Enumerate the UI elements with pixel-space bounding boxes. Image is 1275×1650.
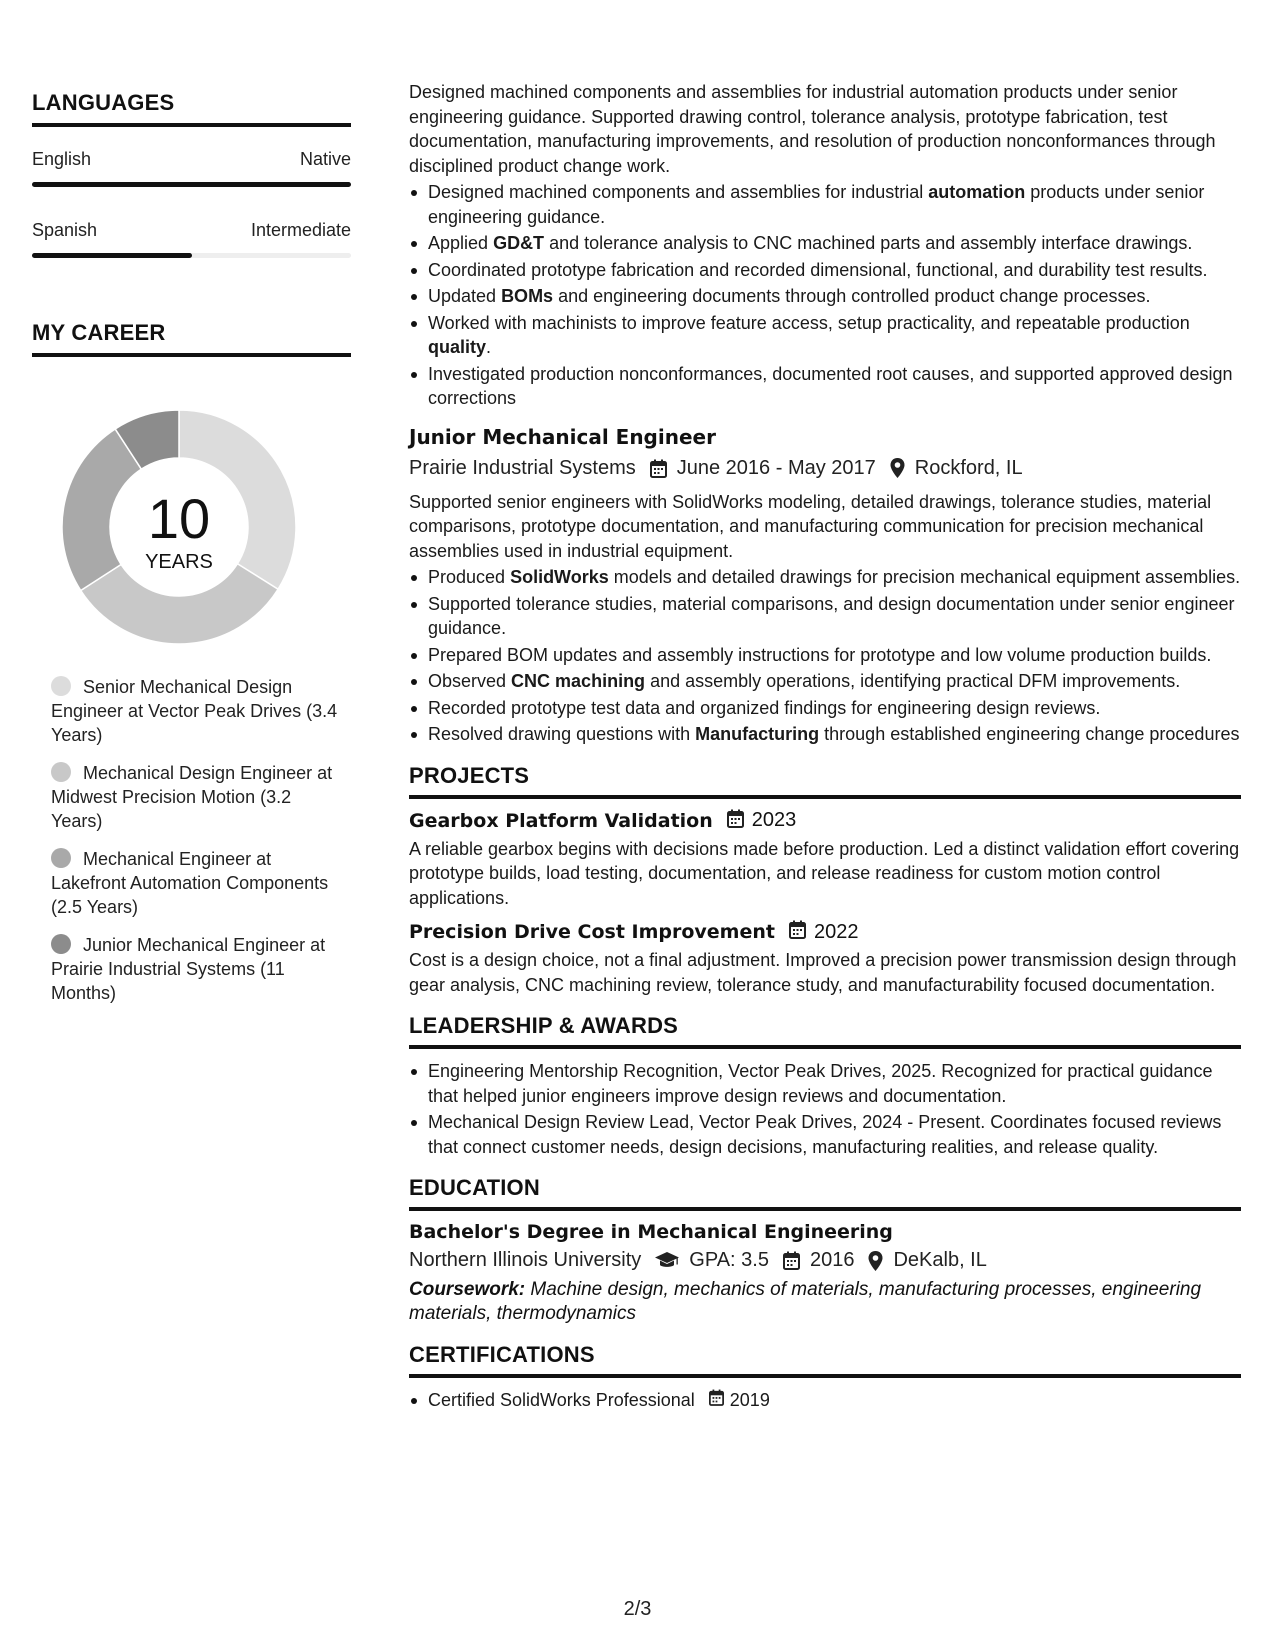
school-name: Northern Illinois University <box>409 1249 642 1271</box>
legend-item <box>51 933 341 1005</box>
section-rule <box>409 1207 1241 1211</box>
bullet-item: Designed machined components and assemblies for industrial automation products under senior engineering guidance. <box>409 180 1241 229</box>
certifications-title: CERTIFICATIONS <box>409 1342 595 1367</box>
coursework <box>409 1278 1241 1326</box>
project-year: 2022 <box>813 920 859 943</box>
experience-bullets <box>409 180 1241 411</box>
gpa: GPA: 3.5 <box>689 1249 769 1271</box>
calendar-icon <box>789 920 806 944</box>
left-column <box>32 90 351 1003</box>
calendar-icon <box>783 1251 800 1270</box>
job-dates: June 2016 - May 2017 <box>676 456 876 479</box>
experience-entry <box>409 425 1241 747</box>
donut-center <box>56 404 302 650</box>
bullet-item: Produced SolidWorks models and detailed drawings for precision mechanical equipment assemblies. <box>409 565 1241 590</box>
right-column <box>409 80 1241 1415</box>
certifications-list <box>409 1388 1241 1413</box>
career-total-unit: YEARS <box>145 551 213 573</box>
career-section <box>32 320 351 357</box>
legend-item <box>51 761 341 833</box>
calendar-icon <box>650 459 667 478</box>
leadership-title: LEADERSHIP & AWARDS <box>409 1013 679 1038</box>
legend-label: Mechanical Engineer at Lakefront Automation Components (2.5 Years) <box>51 849 329 917</box>
legend-label: Mechanical Design Engineer at Midwest Precision Motion (3.2 Years) <box>51 763 333 831</box>
project-title: Precision Drive Cost Improvement <box>409 921 775 943</box>
leadership-list <box>409 1059 1241 1159</box>
legend-dot <box>51 934 71 954</box>
coursework-text: Machine design, mechanics of materials, manufacturing processes, engineering materials, thermodynamics <box>409 1279 1202 1324</box>
legend-label: Junior Mechanical Engineer at Prairie Industrial Systems (11 Months) <box>51 935 326 1003</box>
section-rule <box>32 123 351 127</box>
language-bar <box>32 182 351 187</box>
bullet-item: Applied GD&T and tolerance analysis to CNC machined parts and assembly interface drawings. <box>409 231 1241 256</box>
language-bar-fill <box>32 253 192 258</box>
experience-summary: Designed machined components and assemblies for industrial automation products under senior engineering guidance. Supported drawing control, tolerance analysis, prototype fabrication, test documentation, manufacturing improvements, and resolution of production nonconformances through disciplined product change work. <box>409 82 1216 176</box>
certification-name: Certified SolidWorks Professional <box>428 1390 695 1410</box>
page-number: 2/3 <box>623 1598 652 1620</box>
career-donut-chart <box>56 404 302 650</box>
job-title: Junior Mechanical Engineer <box>409 424 716 449</box>
leadership-item: Engineering Mentorship Recognition, Vector Peak Drives, 2025. Recognized for practical guidance that helped junior engineers improve design reviews and documentation. <box>409 1059 1241 1108</box>
language-name: Spanish <box>32 220 98 240</box>
section-rule <box>32 353 351 357</box>
leadership-section <box>409 1013 1241 1159</box>
language-bar <box>32 253 351 258</box>
career-legend <box>51 675 341 1019</box>
project-item <box>409 920 1241 997</box>
education-section <box>409 1175 1241 1326</box>
projects-title: PROJECTS <box>409 762 530 788</box>
graduation-year: 2016 <box>809 1249 855 1271</box>
bullet-item: Investigated production nonconformances, documented root causes, and supported approved design corrections <box>409 362 1241 411</box>
language-level: Intermediate <box>250 220 351 240</box>
graduation-cap-icon <box>655 1252 679 1269</box>
coursework-label: Coursework: <box>409 1279 526 1300</box>
language-item <box>32 220 351 258</box>
legend-dot <box>51 676 71 696</box>
education-meta <box>409 1249 1241 1272</box>
project-title: Gearbox Platform Validation <box>409 809 713 832</box>
project-item <box>409 809 1241 911</box>
map-pin-icon <box>890 458 905 478</box>
calendar-icon <box>709 1388 724 1413</box>
career-title: MY CAREER <box>32 320 166 345</box>
language-item <box>32 149 351 187</box>
bullet-item: Supported tolerance studies, material comparisons, and design documentation under senior engineer guidance. <box>409 592 1241 641</box>
bullet-item: Coordinated prototype fabrication and recorded dimensional, functional, and durability test results. <box>409 258 1241 283</box>
legend-item <box>51 675 341 747</box>
map-pin-icon <box>868 1251 883 1271</box>
degree-title: Bachelor's Degree in Mechanical Engineering <box>409 1221 893 1243</box>
bullet-item: Worked with machinists to improve feature access, setup practicality, and repeatable production quality. <box>409 311 1241 360</box>
languages-title: LANGUAGES <box>32 90 175 115</box>
project-description: A reliable gearbox begins with decisions made before production. Led a distinct validation effort covering prototype builds, load testing, documentation, and release readiness for custom motion control applications. <box>409 838 1240 908</box>
education-title: EDUCATION <box>409 1175 540 1200</box>
company-name: Prairie Industrial Systems <box>409 456 636 479</box>
project-year: 2023 <box>751 809 797 831</box>
legend-dot <box>51 762 71 782</box>
certification-year: 2019 <box>729 1390 770 1410</box>
leadership-item: Mechanical Design Review Lead, Vector Peak Drives, 2024 - Present. Coordinates focused reviews that connect customer needs, design decisions, manufacturing realities, and release quality. <box>409 1110 1241 1159</box>
job-location: Rockford, IL <box>914 456 1023 479</box>
section-rule <box>409 795 1241 799</box>
experience-entry-continued <box>409 80 1241 411</box>
experience-summary: Supported senior engineers with SolidWorks modeling, detailed drawings, tolerance studies, material comparisons, prototype documentation, and manufacturing communication for precision mechanical assemblies used in industrial equipment. <box>409 491 1212 561</box>
legend-item <box>51 847 341 919</box>
legend-label: Senior Mechanical Design Engineer at Vector Peak Drives (3.4 Years) <box>51 677 338 745</box>
language-level: Native <box>299 149 351 169</box>
calendar-icon <box>727 809 744 833</box>
bullet-item: Prepared BOM updates and assembly instructions for prototype and low volume production builds. <box>409 643 1241 668</box>
certifications-section <box>409 1342 1241 1413</box>
bullet-item: Recorded prototype test data and organized findings for engineering design reviews. <box>409 696 1241 721</box>
languages-section <box>32 90 351 258</box>
job-meta <box>409 457 1241 480</box>
project-description: Cost is a design choice, not a final adjustment. Improved a precision power transmission design through gear analysis, CNC machining review, tolerance study, and manufacturability focused documentation. <box>409 950 1237 995</box>
section-rule <box>409 1374 1241 1378</box>
experience-bullets <box>409 565 1241 747</box>
education-location: DeKalb, IL <box>893 1249 987 1271</box>
career-total-years: 10 <box>147 487 211 550</box>
language-name: English <box>32 149 92 169</box>
bullet-item: Updated BOMs and engineering documents through controlled product change processes. <box>409 284 1241 309</box>
section-rule <box>409 1045 1241 1049</box>
certification-item <box>409 1388 1241 1413</box>
bullet-item: Observed CNC machining and assembly operations, identifying practical DFM improvements. <box>409 669 1241 694</box>
legend-dot <box>51 848 71 868</box>
projects-section <box>409 763 1241 998</box>
bullet-item: Resolved drawing questions with Manufacturing through established engineering change procedures <box>409 722 1241 747</box>
language-bar-fill <box>32 182 351 187</box>
